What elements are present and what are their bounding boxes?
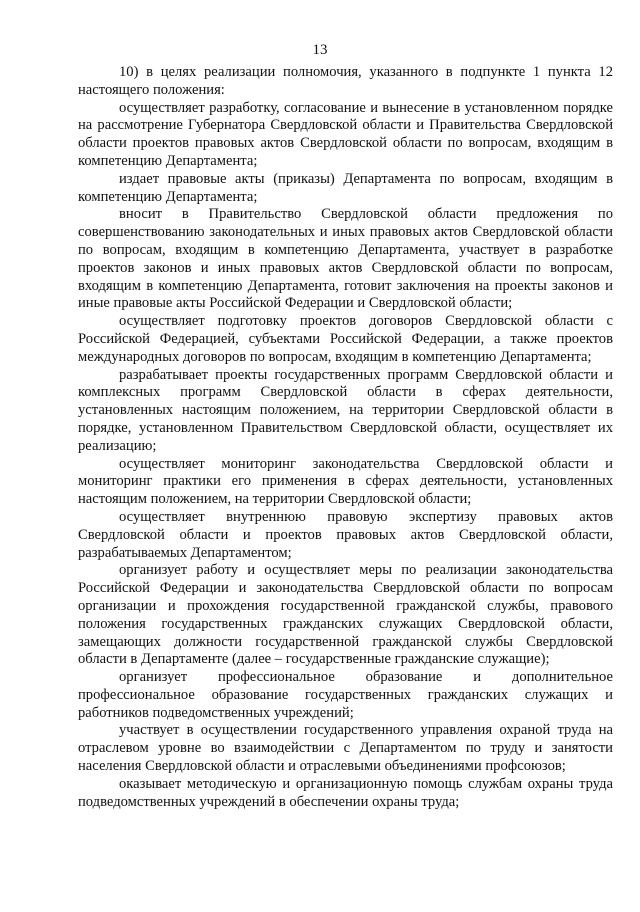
paragraph-legal-expertise: осуществляет внутреннюю правовую экспертизу правовых актов Свердловской области и проектов правовых актов Свердловской области, разрабатываемых Департаментом; — [78, 508, 613, 561]
paragraph-methodical-assistance: оказывает методическую и организационную помощь службам охраны труда подведомственных учреждений в обеспечении охраны труда; — [78, 775, 613, 810]
paragraph-item-10-intro: 10) в целях реализации полномочия, указанного в подпункте 1 пункта 12 настоящего положения: — [78, 64, 613, 98]
paragraph-develops-legal-acts: осуществляет разработку, согласование и вынесение в установленном порядке на рассмотрение Губернатора Свердловской области и Правительства Свердловской области проектов правовых актов Свердловской области по вопросам, входящим в компетенцию Департамента; — [78, 99, 613, 169]
paragraph-labor-protection: участвует в осуществлении государственного управления охраной труда на отраслевом уровне во взаимодействии с Департаментом по труду и занятости населения Свердловской области и отраслевыми объединениями профсоюзов; — [78, 722, 613, 775]
paragraph-develops-programs: разрабатывает проекты государственных программ Свердловской области и комплексных программ Свердловской области в сферах деятельности, установленных настоящим положением, на территории Свердловской области в порядке, установленном Правительством Свердловской области, осуществляет их реализацию; — [78, 366, 613, 454]
paragraph-civil-service: организует работу и осуществляет меры по реализации законодательства Российской Федерации и законодательства Свердловской области по вопросам организации и прохождения государственной гражданской службы, правового положения государственных гражданских служащих Свердловской области, замещающих должности государственной гражданской службы Свердловской области в Департаменте (далее – государственные гражданские служащие); — [78, 562, 613, 668]
paragraph-submits-proposals: вносит в Правительство Свердловской области предложения по совершенствованию законодательных и иных правовых актов Свердловской области по вопросам, входящим в компетенцию Департамента, участвует в разработке проектов законов и иных правовых актов Свердловской области по вопросам, входящим в компетенцию Департамента, готовит заключения на проекты законов и иные правовые акты Российской Федерации и Свердловской области; — [78, 206, 613, 312]
paragraph-monitors-legislation: осуществляет мониторинг законодательства Свердловской области и мониторинг практики его применения в сферах деятельности, установленных настоящим положением, на территории Свердловской области; — [78, 455, 613, 508]
paragraph-prepares-agreements: осуществляет подготовку проектов договоров Свердловской области с Российской Федерацией, субъектами Российской Федерации, а также проектов международных договоров по вопросам, входящим в компетенцию Департамента; — [78, 313, 613, 365]
page-number: 13 — [312, 42, 328, 58]
paragraph-professional-education: организует профессиональное образование и дополнительное профессиональное образование государственных гражданских служащих и работников подведомственных учреждений; — [78, 669, 613, 721]
paragraph-issues-orders: издает правовые акты (приказы) Департамента по вопросам, входящим в компетенцию Департамента; — [78, 170, 613, 205]
document-body — [78, 64, 613, 811]
